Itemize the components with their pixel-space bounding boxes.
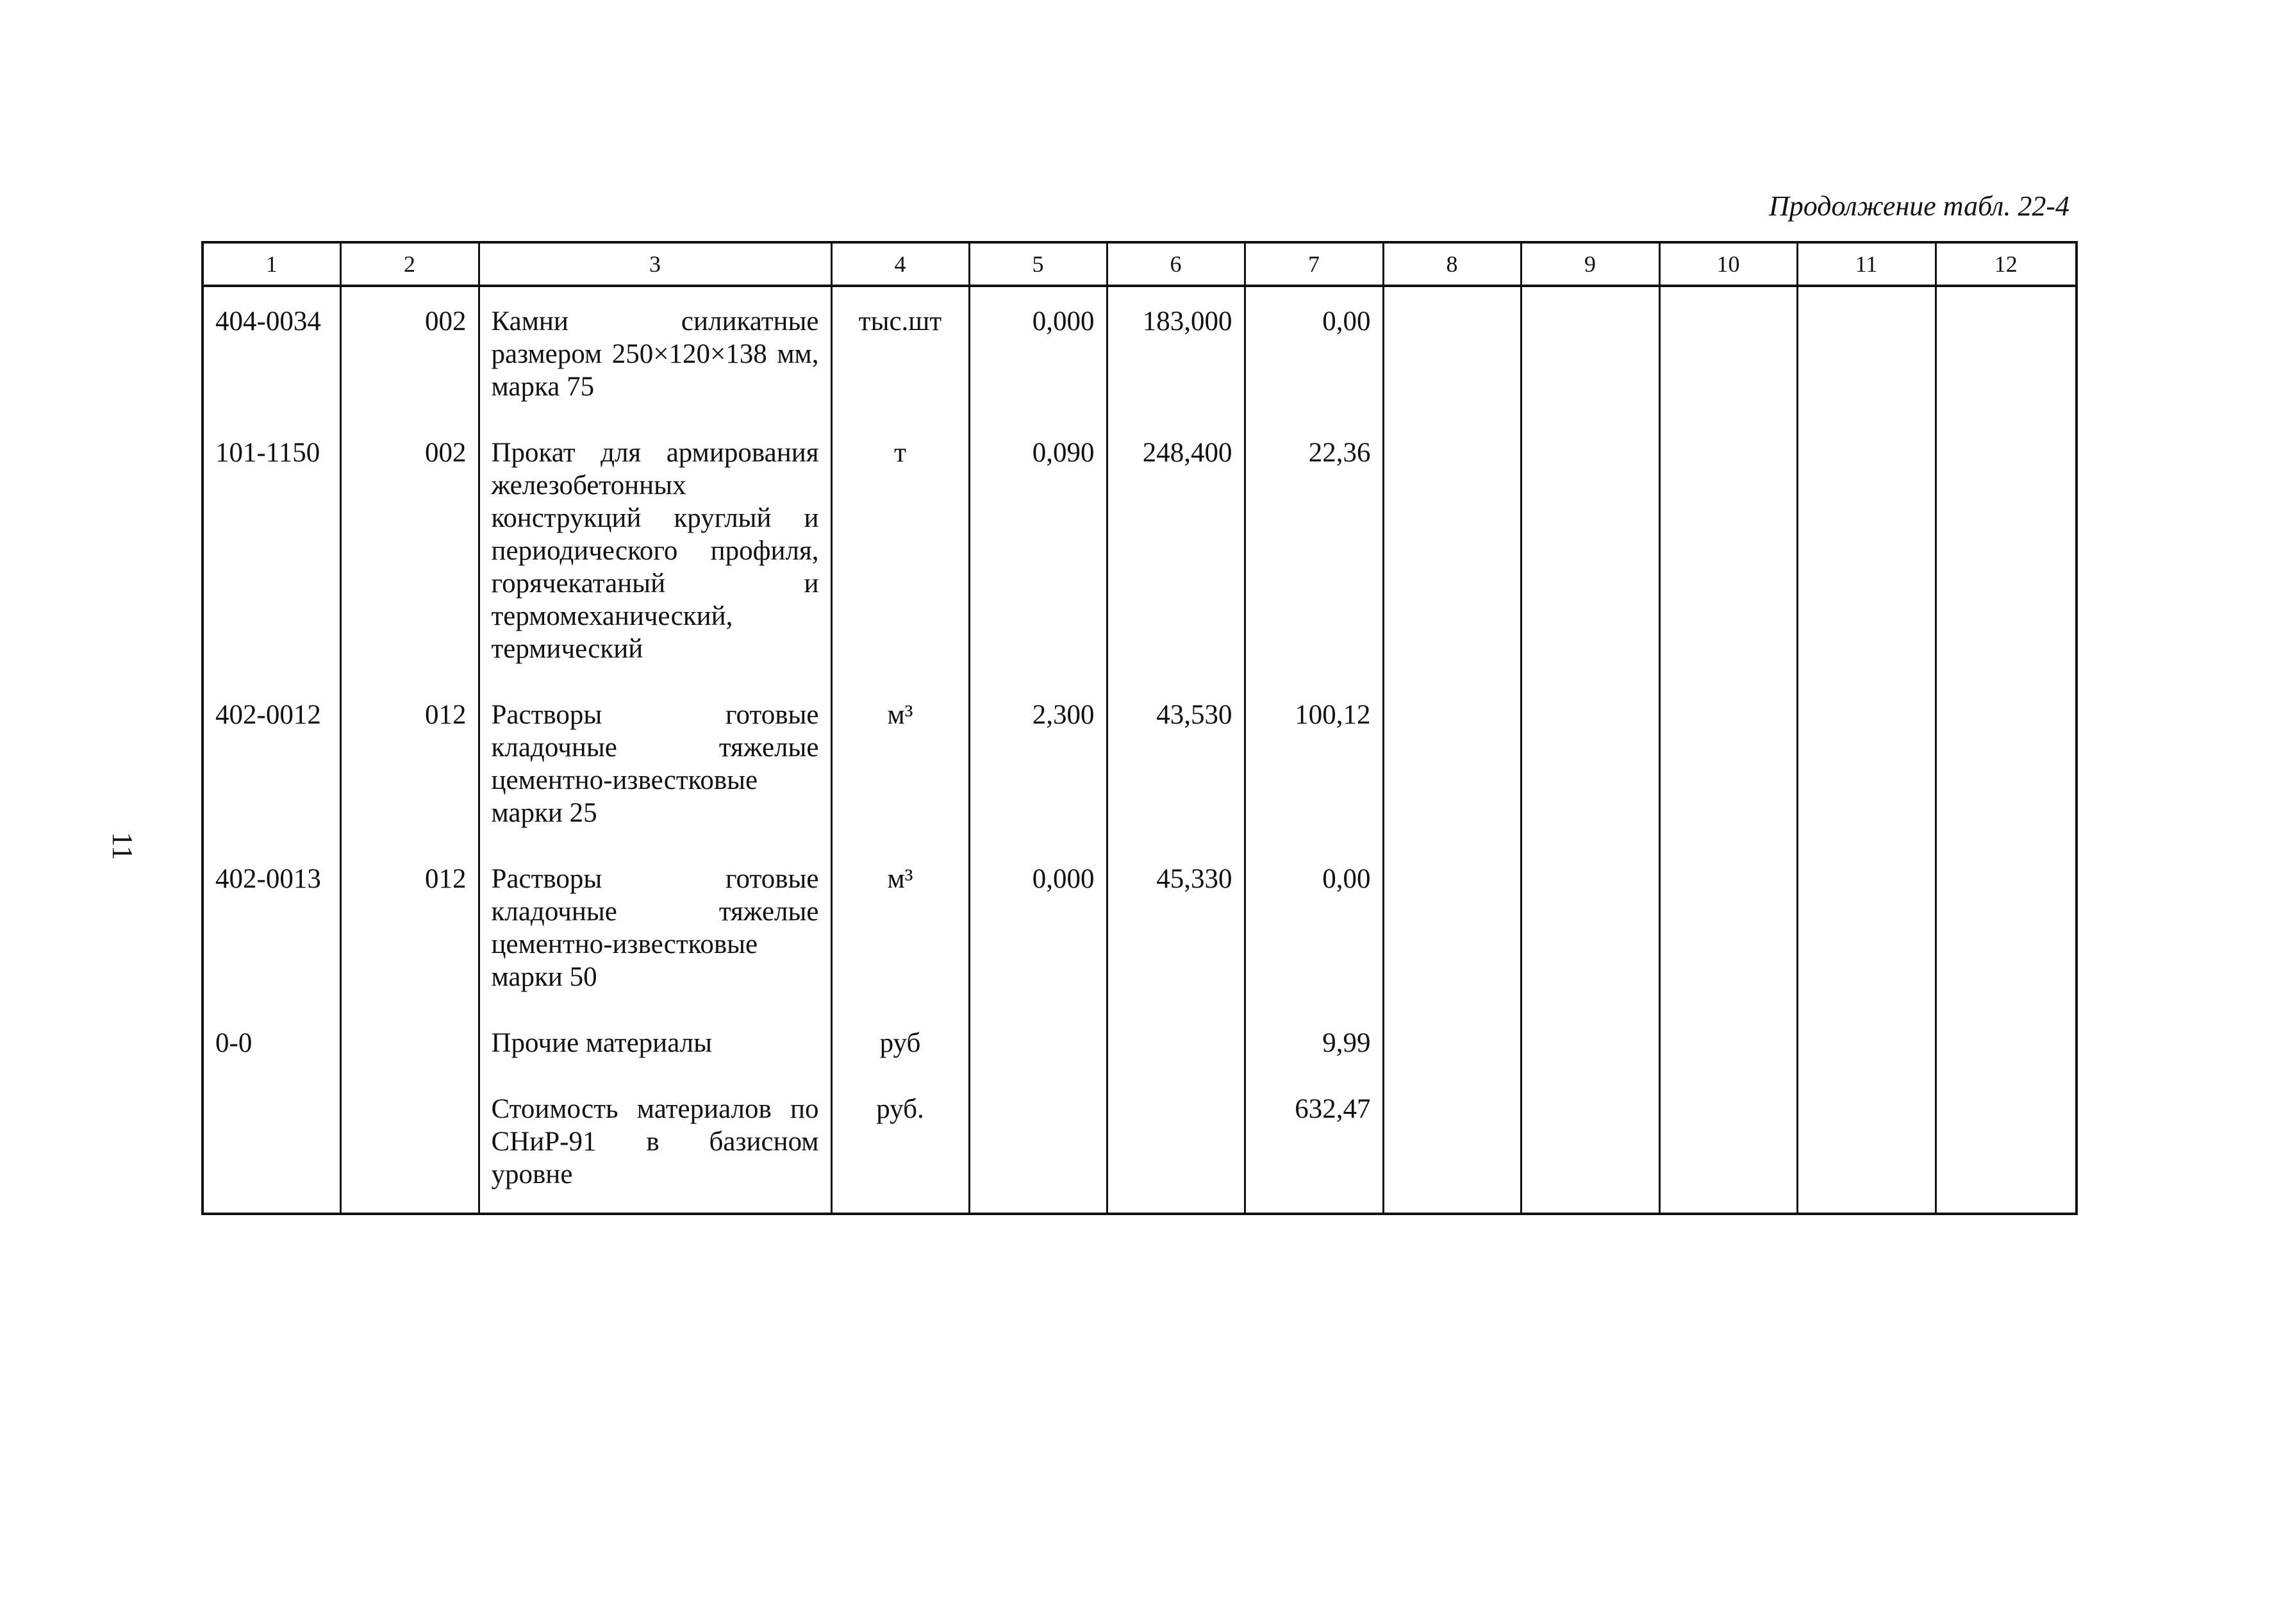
empty-cell	[1936, 681, 2077, 845]
empty-cell	[1383, 418, 1521, 681]
resource-code-cell: 402-0013	[203, 845, 340, 1009]
empty-cell	[1936, 418, 2077, 681]
table-row	[203, 1009, 2077, 1075]
table-row	[203, 681, 2077, 845]
price-cell: 248,400	[1107, 418, 1245, 681]
price-cell	[1107, 1009, 1245, 1075]
price-cell: 183,000	[1107, 286, 1245, 418]
empty-cell	[1383, 1075, 1521, 1214]
empty-cell	[1936, 845, 2077, 1009]
empty-cell	[1797, 1009, 1936, 1075]
quantity-cell	[969, 1075, 1107, 1214]
header-row	[203, 242, 2077, 286]
empty-cell	[1659, 1009, 1797, 1075]
materials-table	[201, 241, 2078, 1215]
unit-cell: тыс.шт	[831, 286, 969, 418]
cost-cell: 100,12	[1245, 681, 1383, 845]
sub-code-cell	[340, 1075, 479, 1214]
empty-cell	[1659, 418, 1797, 681]
unit-cell: руб.	[831, 1075, 969, 1214]
empty-cell	[1383, 1009, 1521, 1075]
resource-code-cell: 0-0	[203, 1009, 340, 1075]
empty-cell	[1797, 845, 1936, 1009]
column-header: 12	[1936, 242, 2077, 286]
empty-cell	[1936, 1009, 2077, 1075]
empty-cell	[1659, 681, 1797, 845]
resource-code-cell: 404-0034	[203, 286, 340, 418]
empty-cell	[1659, 845, 1797, 1009]
cost-cell: 22,36	[1245, 418, 1383, 681]
sub-code-cell: 012	[340, 681, 479, 845]
empty-cell	[1659, 286, 1797, 418]
quantity-cell: 0,000	[969, 845, 1107, 1009]
column-header: 5	[969, 242, 1107, 286]
empty-cell	[1659, 1075, 1797, 1214]
empty-cell	[1797, 681, 1936, 845]
table-caption: Продолжение табл. 22-4	[1769, 190, 2069, 222]
empty-cell	[1521, 845, 1659, 1009]
sub-code-cell: 002	[340, 286, 479, 418]
empty-cell	[1383, 845, 1521, 1009]
sub-code-cell: 002	[340, 418, 479, 681]
unit-cell: м³	[831, 845, 969, 1009]
column-header: 1	[203, 242, 340, 286]
cost-cell: 0,00	[1245, 845, 1383, 1009]
cost-cell: 0,00	[1245, 286, 1383, 418]
page-number: 11	[106, 832, 139, 861]
column-header: 11	[1797, 242, 1936, 286]
sub-code-cell	[340, 1009, 479, 1075]
price-cell: 45,330	[1107, 845, 1245, 1009]
column-header: 2	[340, 242, 479, 286]
quantity-cell: 0,000	[969, 286, 1107, 418]
empty-cell	[1797, 1075, 1936, 1214]
column-header: 8	[1383, 242, 1521, 286]
material-name-cell: Стоимость материалов по СНиР-91 в базисном уровне	[479, 1075, 831, 1214]
column-header: 6	[1107, 242, 1245, 286]
price-cell: 43,530	[1107, 681, 1245, 845]
column-header: 4	[831, 242, 969, 286]
resource-code-cell: 402-0012	[203, 681, 340, 845]
table-row	[203, 845, 2077, 1009]
column-header: 7	[1245, 242, 1383, 286]
resource-code-cell: 101-1150	[203, 418, 340, 681]
unit-cell: т	[831, 418, 969, 681]
empty-cell	[1797, 286, 1936, 418]
column-header: 9	[1521, 242, 1659, 286]
material-name-cell: Растворы готовые кладочные тяжелые цементно-известковые марки 50	[479, 845, 831, 1009]
quantity-cell	[969, 1009, 1107, 1075]
column-header: 3	[479, 242, 831, 286]
empty-cell	[1521, 286, 1659, 418]
empty-cell	[1936, 286, 2077, 418]
quantity-cell: 0,090	[969, 418, 1107, 681]
empty-cell	[1521, 1009, 1659, 1075]
total-cost-cell: 632,47	[1245, 1075, 1383, 1214]
material-name-cell: Растворы готовые кладочные тяжелые цементно-известковые марки 25	[479, 681, 831, 845]
material-name-cell: Прочие материалы	[479, 1009, 831, 1075]
table-row	[203, 286, 2077, 418]
sub-code-cell: 012	[340, 845, 479, 1009]
table-row	[203, 418, 2077, 681]
price-cell	[1107, 1075, 1245, 1214]
unit-cell: м³	[831, 681, 969, 845]
empty-cell	[1383, 681, 1521, 845]
quantity-cell: 2,300	[969, 681, 1107, 845]
empty-cell	[1383, 286, 1521, 418]
table-row-total	[203, 1075, 2077, 1214]
empty-cell	[1521, 681, 1659, 845]
empty-cell	[1521, 1075, 1659, 1214]
material-name-cell: Прокат для армирования железобетонных конструкций круглый и периодического профиля, горячекатаный и термомеханический, термический	[479, 418, 831, 681]
empty-cell	[1521, 418, 1659, 681]
material-name-cell: Камни силикатные размером 250×120×138 мм, марка 75	[479, 286, 831, 418]
column-header: 10	[1659, 242, 1797, 286]
cost-cell: 9,99	[1245, 1009, 1383, 1075]
empty-cell	[1936, 1075, 2077, 1214]
empty-cell	[1797, 418, 1936, 681]
unit-cell: руб	[831, 1009, 969, 1075]
resource-code-cell	[203, 1075, 340, 1214]
